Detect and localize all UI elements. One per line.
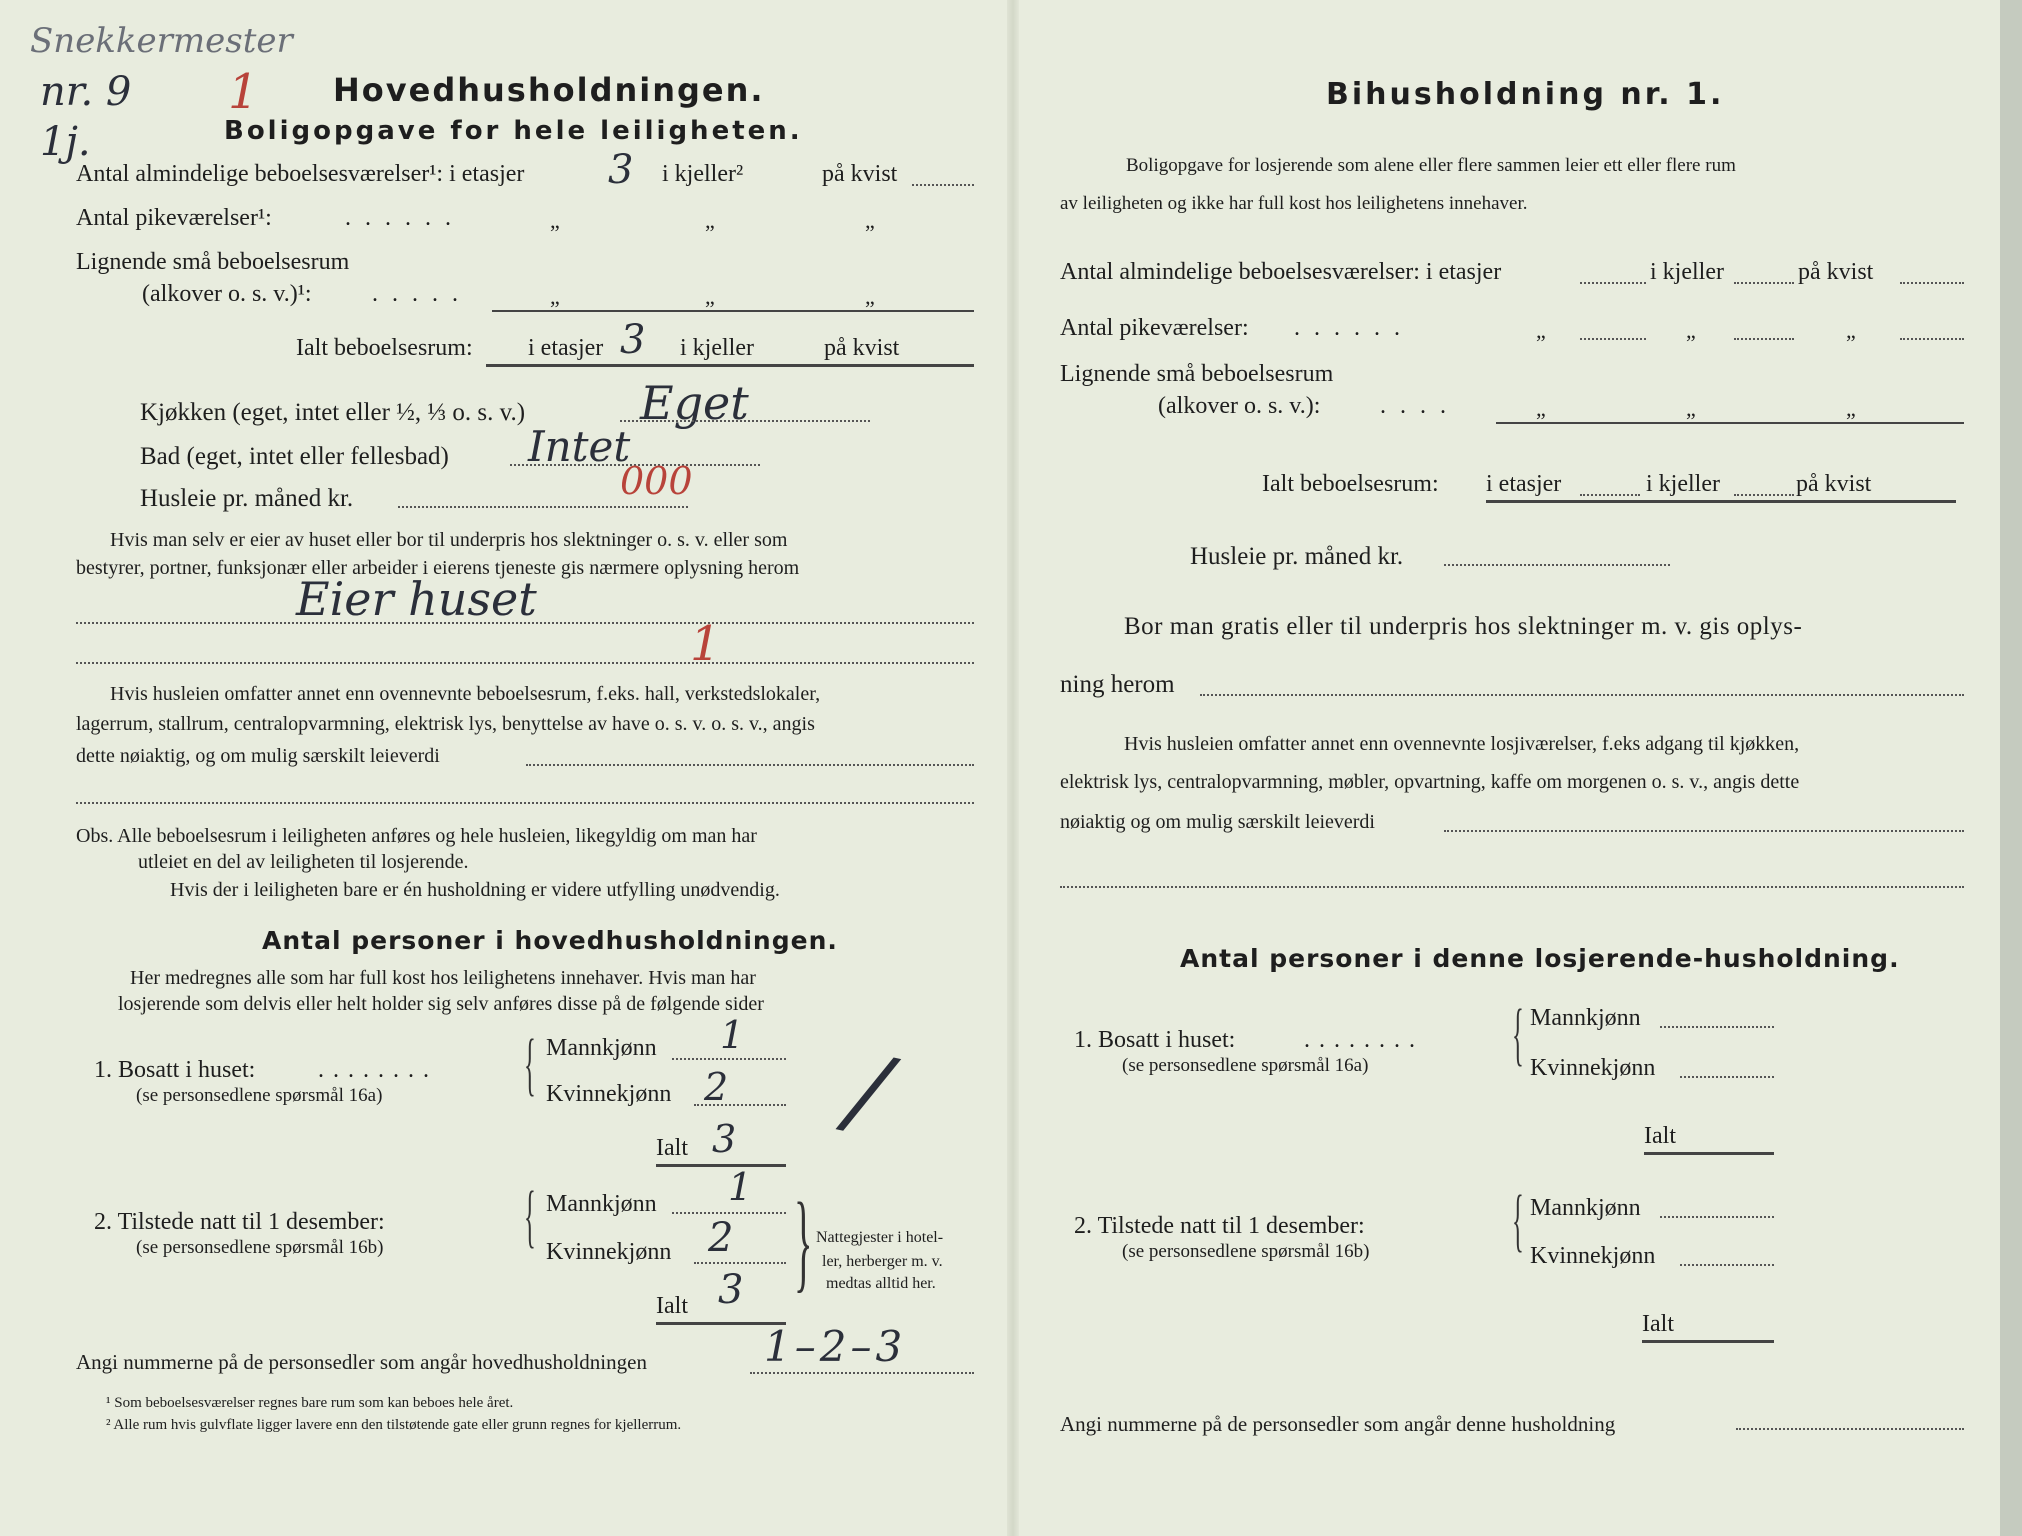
q1-female-label: Kvinnekjønn	[546, 1081, 672, 1107]
right-total-floors-line	[1580, 494, 1640, 496]
extra-note-2: lagerrum, stallrum, centralopvarmning, elektrisk lys, benyttelse av have o. s. v. o. s. v., angis	[76, 713, 815, 735]
right-q1-male-label: Mannkjønn	[1530, 1005, 1641, 1031]
right-rooms-basement-label: i kjeller	[1650, 259, 1724, 285]
ditto-mark: „	[865, 208, 875, 233]
right-rent-line	[1444, 564, 1670, 566]
left-subtitle: Boligopgave for hele leiligheten.	[224, 116, 803, 146]
right-total-basement-label: i kjeller	[1646, 471, 1720, 497]
rent-line	[398, 506, 688, 508]
rooms-basement-label: i kjeller²	[662, 161, 744, 187]
right-maid-dots: ......	[1294, 315, 1414, 341]
q1-male-label: Mannkjønn	[546, 1035, 657, 1061]
right-extra-note-1: Hvis husleien omfatter annet enn ovennevnte losjiværelser, f.eks adgang til kjøkken,	[1124, 733, 1800, 755]
q1-total-value: 3	[712, 1117, 737, 1161]
small-rooms-dots: .....	[372, 281, 472, 307]
right-q1-label: 1. Bosatt i huset:	[1074, 1027, 1236, 1053]
owner-line	[76, 622, 974, 624]
check-mark: /	[840, 1030, 898, 1153]
right-numbers-label: Angi nummerne på de personsedler som angår denne husholdning	[1060, 1412, 1616, 1436]
right-free-line	[1200, 694, 1964, 696]
right-persons-title: Antal personer i denne losjerende-husholdning.	[1180, 944, 1900, 973]
right-rooms-basement-line	[1734, 282, 1794, 284]
page-edge	[2000, 0, 2022, 1536]
q2-male-line	[672, 1212, 786, 1214]
right-intro-1: Boligopgave for losjerende som alene eller flere sammen leier ett eller flere rum	[1126, 155, 1736, 176]
right-small-rooms-label: Lignende små beboelsesrum	[1060, 361, 1334, 387]
numbers-label: Angi nummerne på de personsedler som angår hovedhusholdningen	[76, 1350, 647, 1374]
right-free-note-2: ning herom	[1060, 671, 1175, 698]
right-q1-male-line	[1660, 1026, 1774, 1028]
right-free-note-1: Bor man gratis eller til underpris hos slektninger m. v. gis oplys-	[1124, 613, 1803, 640]
right-total-line	[1486, 500, 1956, 503]
owner-note-1: Hvis man selv er eier av huset eller bor til underpris hos slektninger o. s. v. eller som	[110, 529, 788, 551]
right-q2-male-line	[1660, 1216, 1774, 1218]
total-basement-label: i kjeller	[680, 335, 754, 361]
right-q2-female-line	[1680, 1264, 1774, 1266]
rent-red-mark: 000	[620, 459, 693, 503]
q2-female-value: 2	[708, 1215, 734, 1261]
footnote-1: ¹ Som beboelsesværelser regnes bare rum som kan beboes hele året.	[106, 1395, 514, 1411]
extra-line	[526, 764, 974, 766]
ditto-line	[1580, 338, 1646, 340]
kitchen-value: Eget	[640, 376, 749, 430]
ditto-mark: „	[1846, 396, 1856, 421]
right-total-attic-label: på kvist	[1796, 471, 1872, 497]
night-note-3: medtas alltid her.	[826, 1275, 936, 1292]
q1-male-value: 1	[720, 1013, 745, 1057]
rent-label: Husleie pr. måned kr.	[140, 485, 354, 512]
rooms-attic-label: på kvist	[822, 161, 898, 187]
persons-note-2: losjerende som delvis eller helt holder sig selv anføres disse på de følgende sider	[118, 993, 764, 1015]
right-total-basement-line	[1734, 494, 1794, 496]
kitchen-label: Kjøkken (eget, intet eller ½, ⅓ o. s. v.)	[140, 399, 526, 426]
right-q2-label: 2. Tilstede natt til 1 desember:	[1074, 1213, 1365, 1239]
ditto-mark: „	[1536, 318, 1546, 343]
small-rooms-label: Lignende små beboelsesrum	[76, 249, 350, 275]
q2-brace: {	[524, 1178, 536, 1255]
right-total-floors-label: i etasjer	[1486, 471, 1562, 497]
ditto-mark: „	[705, 208, 715, 233]
q1-female-value: 2	[704, 1065, 729, 1109]
q1-total-label: Ialt	[656, 1135, 688, 1161]
right-q1-brace: {	[1512, 996, 1524, 1073]
right-extra-note-2: elektrisk lys, centralopvarmning, møbler, opvartning, kaffe om morgenen o. s. v., angis dette	[1060, 771, 1800, 793]
ditto-mark: „	[1846, 318, 1856, 343]
ditto-mark: „	[865, 284, 875, 309]
persons-title: Antal personer i hovedhusholdningen.	[262, 926, 838, 955]
right-q1-sub: (se personsedlene spørsmål 16a)	[1122, 1055, 1369, 1076]
owner-note-2: bestyrer, portner, funksjonær eller arbeider i eierens tjeneste gis nærmere oplysning herom	[76, 557, 800, 579]
owner-line-2	[76, 662, 974, 664]
right-small-rooms-dots: ....	[1380, 393, 1460, 419]
q2-female-label: Kvinnekjønn	[546, 1239, 672, 1265]
q1-brace: {	[524, 1026, 536, 1103]
left-title: Hovedhusholdningen.	[333, 71, 765, 109]
obs-note-3: Hvis der i leiligheten bare er én husholdning er videre utfylling unødvendig.	[170, 879, 780, 901]
q1-dots: ........	[318, 1057, 438, 1083]
night-note-1: Nattegjester i hotel-	[816, 1229, 944, 1246]
bath-label: Bad (eget, intet eller fellesbad)	[140, 443, 449, 470]
night-note-2: ler, herberger m. v.	[822, 1253, 943, 1270]
right-rooms-label: Antal almindelige beboelsesværelser: i etasjer	[1060, 259, 1502, 285]
total-rooms-line	[486, 364, 974, 367]
right-q2-sub: (se personsedlene spørsmål 16b)	[1122, 1241, 1370, 1262]
right-rent-label: Husleie pr. måned kr.	[1190, 543, 1404, 570]
right-q1-female-line	[1680, 1076, 1774, 1078]
right-q1-dots: ........	[1304, 1027, 1424, 1053]
ditto-mark: „	[1686, 396, 1696, 421]
ditto-mark: „	[705, 284, 715, 309]
q1-label: 1. Bosatt i huset:	[94, 1057, 256, 1083]
footnote-2: ² Alle rum hvis gulvflate ligger lavere enn den tilstøtende gate eller grunn regnes for kjellerrum.	[106, 1417, 682, 1433]
night-brace: }	[794, 1180, 813, 1302]
ditto-mark: „	[550, 284, 560, 309]
q2-label: 2. Tilstede natt til 1 desember:	[94, 1209, 385, 1235]
margin-red-mark: 1	[228, 64, 259, 120]
extra-note-3: dette nøiaktig, og om mulig særskilt leieverdi	[76, 745, 440, 767]
q2-male-value: 1	[728, 1165, 753, 1209]
numbers-line	[750, 1372, 974, 1374]
total-attic-label: på kvist	[824, 335, 900, 361]
obs-note-1: Obs. Alle beboelsesrum i leiligheten anføres og hele husleien, likegyldig om man har	[76, 825, 757, 847]
ditto-line	[1734, 338, 1794, 340]
right-extra-note-3: nøiaktig og om mulig særskilt leieverdi	[1060, 811, 1375, 833]
right-q2-male-label: Mannkjønn	[1530, 1195, 1641, 1221]
ditto-mark: „	[550, 208, 560, 233]
right-rooms-attic-label: på kvist	[1798, 259, 1874, 285]
q2-total-value: 3	[718, 1267, 744, 1313]
right-q1-total-line	[1644, 1152, 1774, 1155]
persons-note-1: Her medregnes alle som har full kost hos leilighetens innehaver. Hvis man har	[130, 967, 756, 989]
rooms-floors-value: 3	[608, 147, 634, 193]
right-extra-line	[1444, 830, 1964, 832]
right-small-rooms-label-2: (alkover o. s. v.):	[1158, 393, 1321, 419]
small-rooms-line	[492, 310, 974, 312]
owner-red-mark: 1	[690, 616, 721, 672]
margin-scribble: Snekkermester	[30, 21, 293, 61]
q1-female-line	[694, 1104, 786, 1106]
right-maid-label: Antal pikeværelser:	[1060, 315, 1249, 341]
q1-sub: (se personsedlene spørsmål 16a)	[136, 1085, 383, 1106]
right-intro-2: av leiligheten og ikke har full kost hos leilighetens innehaver.	[1060, 193, 1528, 214]
right-q2-brace: {	[1512, 1182, 1524, 1259]
q2-total-label: Ialt	[656, 1293, 688, 1319]
ditto-mark: „	[1536, 396, 1546, 421]
margin-initials: 1j.	[40, 119, 91, 165]
maid-rooms-label: Antal pikeværelser¹:	[76, 205, 272, 231]
right-rooms-attic-line	[1900, 282, 1964, 284]
small-rooms-label-2: (alkover o. s. v.)¹:	[142, 281, 312, 307]
rooms-label: Antal almindelige beboelsesværelser¹: i etasjer	[76, 161, 525, 187]
total-floors-value: 3	[620, 317, 646, 363]
extra-note-1: Hvis husleien omfatter annet enn ovennevnte beboelsesrum, f.eks. hall, verkstedslokaler,	[110, 683, 821, 705]
right-q2-total-line	[1642, 1340, 1774, 1343]
extra-line-2	[76, 802, 974, 804]
margin-number: nr. 9	[40, 69, 132, 115]
bath-value: Intet	[528, 422, 631, 471]
q2-male-label: Mannkjønn	[546, 1191, 657, 1217]
right-rooms-floors-line	[1580, 282, 1646, 284]
ditto-line	[1900, 338, 1964, 340]
right-small-rooms-line	[1496, 422, 1964, 424]
total-floors-label: i etasjer	[528, 335, 604, 361]
total-rooms-label: Ialt beboelsesrum:	[296, 335, 473, 361]
right-q1-female-label: Kvinnekjønn	[1530, 1055, 1656, 1081]
right-numbers-line	[1736, 1428, 1964, 1430]
right-q2-female-label: Kvinnekjønn	[1530, 1243, 1656, 1269]
kitchen-line	[620, 420, 870, 422]
rooms-attic-line	[912, 184, 974, 186]
right-q1-total-label: Ialt	[1644, 1123, 1676, 1149]
q1-total-line	[656, 1164, 786, 1167]
q2-female-line	[694, 1262, 786, 1264]
right-q2-total-label: Ialt	[1642, 1311, 1674, 1337]
page-fold	[1007, 0, 1019, 1536]
maid-rooms-dots: ......	[345, 205, 465, 231]
owner-value: Eier huset	[296, 572, 537, 626]
right-title: Bihusholdning nr. 1.	[1326, 77, 1725, 112]
right-extra-line-2	[1060, 886, 1964, 888]
right-total-label: Ialt beboelsesrum:	[1262, 471, 1439, 497]
obs-note-2: utleiet en del av leiligheten til losjerende.	[138, 851, 469, 873]
ditto-mark: „	[1686, 318, 1696, 343]
numbers-value: 1–2–3	[764, 1322, 907, 1371]
q2-sub: (se personsedlene spørsmål 16b)	[136, 1237, 384, 1258]
q1-male-line	[672, 1058, 786, 1060]
